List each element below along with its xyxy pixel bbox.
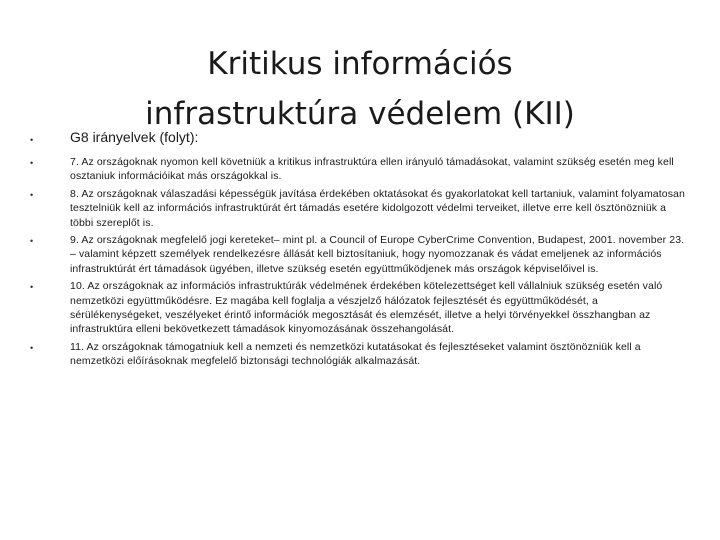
slide-title-line-2: infrastruktúra védelem (KII): [145, 95, 575, 132]
bullet-dot-icon: •: [30, 189, 34, 200]
bullet-dot-icon: •: [30, 342, 34, 353]
bullet-item: [28, 155, 688, 184]
bullet-heading-text: G8 irányelvek (folyt):: [70, 129, 199, 145]
bullet-item-text: 7. Az országoknak nyomon kell követniük a kritikus infrastruktúra ellen irányuló támadásokat, valamint szükség esetén meg kell osztaniuk információikat más országokkal is.: [70, 156, 674, 183]
bullet-item-text: 8. Az országoknak válaszadási képességük javítása érdekében oktatásokat és gyakorlatokat kell tartaniuk, valamint folyamatosan tesztelniük kell az információs infrastruktúrát ért támadás esetére kidolgozott védelmi terveiket, illetve erre kell ösztönözniük a többi szereplőt is.: [70, 187, 685, 229]
bullet-list: [28, 128, 688, 372]
bullet-item: [28, 279, 688, 337]
bullet-item: [28, 233, 688, 276]
bullet-dot-icon: •: [30, 282, 34, 293]
bullet-dot-icon: •: [30, 236, 34, 247]
bullet-item: [28, 187, 688, 230]
bullet-item-text: 11. Az országoknak támogatniuk kell a nemzeti és nemzetközi kutatásokat és fejlesztéseket valamint ösztönözniük kell a nemzetközi előírásoknak megfelelő biztonsági technológiák alkalmazását.: [70, 340, 641, 368]
slide-title: [60, 39, 660, 139]
slide-title-line-1: Kritikus információs: [207, 45, 513, 82]
bullet-dot-icon: •: [30, 158, 34, 168]
bullet-heading: [28, 128, 688, 146]
bullet-item-text: 10. Az országoknak az információs infrastruktúrák védelmének érdekében kötelezettséget kell vállalniuk szükség esetén való nemzetközi együttműködésre. Ez magába kell foglalja a vészjelző hálózatok fejlesztését és együttműködését, a sérülékenységeket, veszélyeket érintő információk megosztását és elemzését, illetve a helyi törvényekkel összhangban az infrastruktúra elleni bekövetkezett támadások kinyomozásának összehangolását.: [70, 280, 663, 336]
bullet-dot-icon: •: [30, 135, 34, 145]
bullet-item: [28, 340, 688, 369]
bullet-item-text: 9. Az országoknak megfelelő jogi kereteket– mint pl. a Council of Europe CyberCrime Convention, Budapest, 2001. november 23. – valamint képzett személyek rendelkezésre állását kell biztosítaniuk, hogy nyomozzanak és vádat emeljenek az információs infrastruktúrát ért támadások ügyében, illetve szükség esetén együttműködjenek más országok képviselőivel is.: [70, 234, 685, 275]
